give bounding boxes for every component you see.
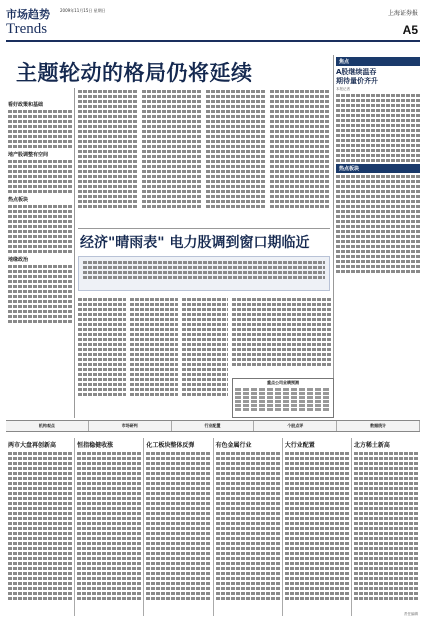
bottom-article-title: 有色金属行业 [215,442,252,449]
bottom-article-title: 两市大盘再创新高 [8,442,57,449]
paper-name: 上海证券报 [387,10,418,17]
sidebar-title: 期待量价齐升 [336,77,378,85]
issue-date: 2009年11月15日 星期日 [60,8,106,13]
main-headline: 主题轮动的格局仍将延续 [16,61,253,85]
column-label: 市场研判 [89,421,172,431]
page-number: A5 [402,23,418,37]
section-title: 地产股调整有空间 [8,152,49,158]
sidebar-byline: 本报记者 [336,87,350,91]
footer-credit: 责任编辑 [404,612,418,616]
paper-info [388,8,418,37]
section-title: 热点板块 [8,197,29,203]
bottom-article-title: 大行业配置 [284,442,315,449]
pull-quote [78,256,330,291]
body-text [8,110,72,148]
article-column [206,88,266,226]
data-table [232,378,334,418]
table-title: 重点公司业绩预测 [267,380,299,385]
sidebar-header: 热点板块 [336,164,420,173]
bottom-columns [6,438,420,616]
body-text [8,205,72,253]
column-label: 行业配置 [172,421,255,431]
bottom-article [283,438,352,616]
article-column [142,88,202,226]
bottom-article [352,438,420,616]
bottom-article [144,438,213,616]
column-label: 数据统计 [337,421,420,431]
article-column [182,296,228,416]
section-mark [6,6,50,38]
secondary-headline: 经济"晴雨表" 电力股调到窗口期临近 [80,235,310,251]
column-label: 机构观点 [6,421,89,431]
body-text [8,265,72,323]
section-rule [78,228,330,229]
sidebar-header: 焦点 [336,57,420,66]
article-column [130,296,178,416]
sidebar [336,55,420,345]
masthead-rule [6,40,420,42]
article-column [78,296,126,416]
column-label: 个股点评 [254,421,337,431]
article-column [232,296,332,376]
bottom-article-title: 北方稀土新高 [353,442,390,449]
bottom-article-title: 恒指稳健收涨 [77,442,114,449]
bottom-article [6,438,75,616]
body-text [8,160,72,193]
section-title-en: Trends [6,21,48,37]
left-column [8,98,72,418]
bottom-article [214,438,283,616]
section-title: 地缘政治 [8,257,29,263]
masthead [6,6,420,46]
article-column [78,88,138,226]
column-divider [333,55,334,418]
sidebar-title: A股继续温吞 [336,68,377,76]
article-column [270,88,330,226]
column-label-bar [6,420,420,432]
section-title-cn: 市场趋势 [6,8,50,21]
column-divider [74,88,75,418]
bottom-article-title: 化工板块整体反弹 [146,442,195,449]
bottom-article [75,438,144,616]
section-title: 看好政策和基础 [8,102,44,108]
